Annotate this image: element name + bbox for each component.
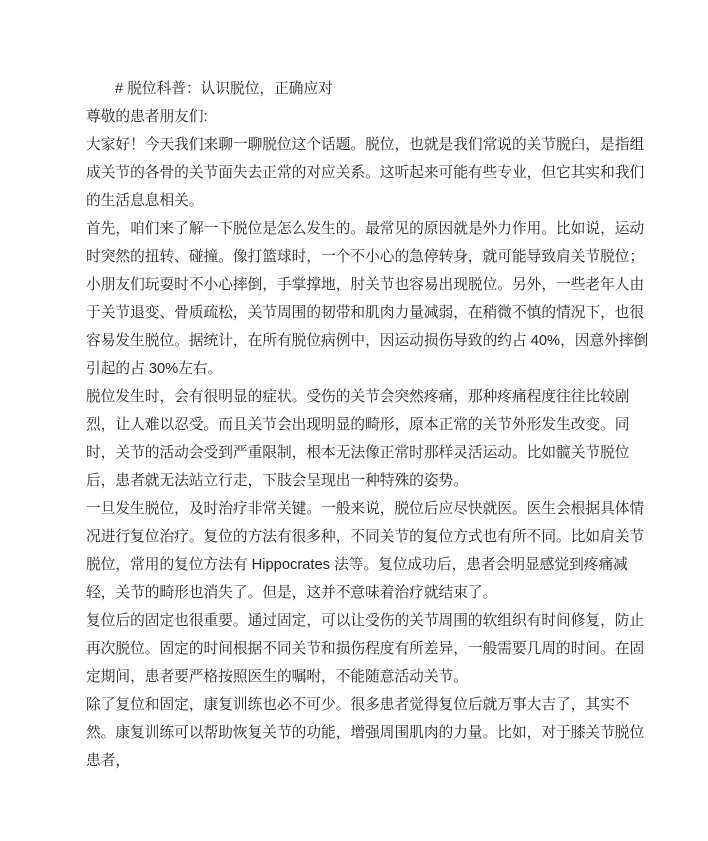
doc-paragraph-2: 首先，咱们来了解一下脱位是怎么发生的。最常见的原因就是外力作用。比如说，运动时突然的扭转、碰撞。像打篮球时，一个不小心的急停转身，就可能导致肩关节脱位；小朋友们玩耍时不小心摔倒，手掌撑地，肘关节也容易出现脱位。另外，一些老年人由于关节退变、骨质疏松，关节周围的韧带和肌肉力量减弱，在稍微不慎的情况下，也很容易发生脱位。据统计，在所有脱位病例中，因运动损伤导致的约占 40%，因意外摔倒引起的占 30%左右。 (86, 221, 649, 377)
doc-paragraph-4: 一旦发生脱位，及时治疗非常关键。一般来说，脱位后应尽快就医。医生会根据具体情况进行复位治疗。复位的方法有很多种，不同关节的复位方式也有所不同。比如肩关节脱位，常用的复位方法有 Hippocrates 法等。复位成功后，患者会明显感觉到疼痛减轻，关节的畸形也消失了。但是，这并不意味着治疗就结束了。 (86, 501, 645, 601)
doc-paragraph-1: 大家好！今天我们来聊一聊脱位这个话题。脱位，也就是我们常说的关节脱臼，是指组成关节的各骨的关节面失去正常的对应关系。这听起来可能有些专业，但它其实和我们的生活息息相关。 (86, 137, 645, 209)
doc-paragraph-3: 脱位发生时，会有很明显的症状。受伤的关节会突然疼痛，那种疼痛程度往往比较剧烈，让人难以忍受。而且关节会出现明显的畸形，原本正常的关节外形发生改变。同时，关节的活动会受到严重限制，根本无法像正常时那样灵活运动。比如髋关节脱位后，患者就无法站立行走，下肢会呈现出一种特殊的姿势。 (86, 389, 630, 489)
doc-paragraph-6: 除了复位和固定，康复训练也必不可少。很多患者觉得复位后就万事大吉了，其实不然。康复训练可以帮助恢复关节的功能，增强周围肌肉的力量。比如，对于膝关节脱位患者， (86, 697, 645, 769)
doc-title-line: # 脱位科普：认识脱位，正确应对 (115, 81, 333, 97)
doc-paragraph-5: 复位后的固定也很重要。通过固定，可以让受伤的关节周围的软组织有时间修复，防止再次脱位。固定的时间根据不同关节和损伤程度有所差异，一般需要几周的时间。在固定期间，患者要严格按照医生的嘱咐，不能随意活动关节。 (86, 613, 645, 685)
document-body (86, 75, 656, 775)
doc-salutation: 尊敬的患者朋友们: (86, 109, 208, 125)
